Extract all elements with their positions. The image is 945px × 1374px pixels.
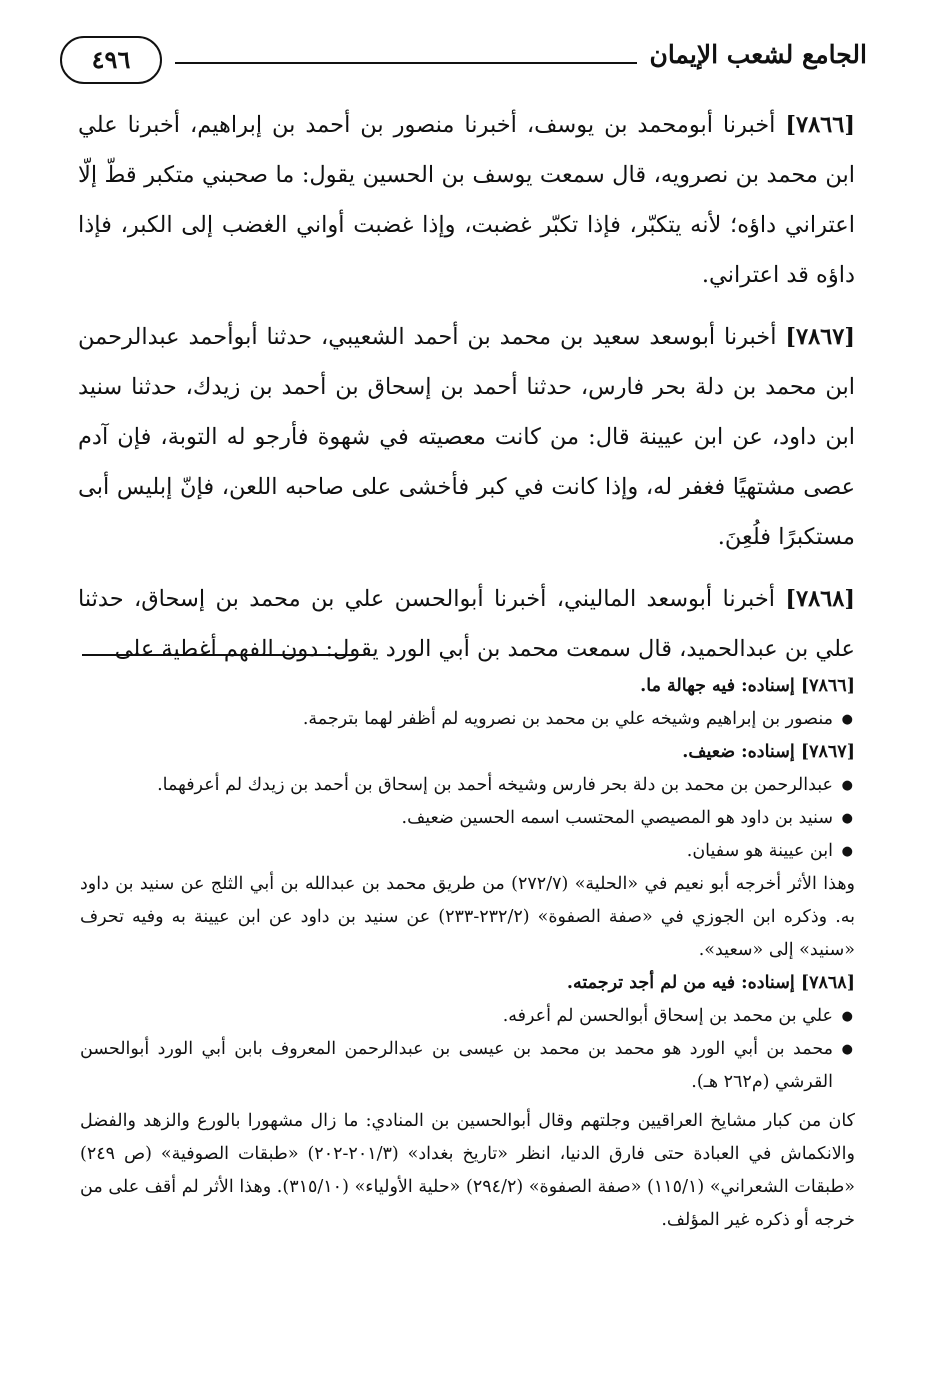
note-text: كان من كبار مشايخ العراقيين وجلتهم وقال أبوالحسين بن المنادي: ما زال مشهورا بالورع والزهد والفضل والانكماش في العبادة حتى فارق الدنيا، انظر «تاريخ بغداد» (٢٠١/٣-٢٠٢) «طبقات الصوفية» (ص ٢٤٩) «طبقات الشعراني» (١١٥/١) «صفة الصفوة» (٢٩٤/٢) «حلية الأولياء» (٣١٥/١٠). وهذا الأثر لم أقف على من خرجه أو ذكره غير المؤلف. [80,1111,855,1230]
note-heading: [٧٨٦٧] إسناده: ضعيف. [682,742,855,762]
note-text: وهذا الأثر أخرجه أبو نعيم في «الحلية» (٢٧٢/٧) من طريق محمد بن عبدالله بن أبي الثلج عن سنيد بن داود به. وذكره ابن الجوزي في «صفة الصفوة» (٢٣٢/٢-٢٣٣) عن سنيد بن داود عن ابن عيينة به وفيه تحرف «سنيد» إلى «سعيد». [80,874,856,960]
page-header [60,32,867,92]
note-heading: [٧٨٦٦] إسناده: فيه جهالة ما. [640,676,855,696]
footnotes [80,670,855,1237]
note-list [80,1000,855,1099]
note-list [80,703,855,736]
note-item: ● عبدالرحمن بن محمد بن دلة بحر فارس وشيخه أحمد بن إسحاق بن أحمد بن زيدك لم أعرفهما. [80,769,833,802]
footnote-separator [82,654,362,656]
header-rule [175,62,637,64]
hadith-number: [٧٨٦٦] [785,112,855,138]
note-list [80,769,855,868]
hadith-number: [٧٨٦٨] [785,586,855,612]
hadith-7867 [78,312,855,562]
hadith-text: أخبرنا أبوسعد سعيد بن محمد بن أحمد الشعيبي، حدثنا أبوأحمد عبدالرحمن ابن محمد بن دلة بحر فارس، حدثنا أحمد بن إسحاق بن أحمد بن زيدك، حدثنا سنيد ابن داود، عن ابن عيينة قال: من كانت معصيته في شهوة فأرجو له التوبة، فإن آدم عصى مشتهيًا فغفر له، وإذا كانت في كبر فأخشى على صاحبه اللعن، فإنّ إبليس أبى مستكبرًا فلُعِنَ. [78,324,855,550]
note-heading: [٧٨٦٨] إسناده: فيه من لم أجد ترجمته. [566,973,855,993]
hadith-7866 [78,100,855,300]
hadith-text: أخبرنا أبوسعد الماليني، أخبرنا أبوالحسن علي بن محمد بن إسحاق، حدثنا علي بن عبدالحميد، قال سمعت محمد بن أبي الورد يقول: دون الفهم أغطية على [78,586,855,662]
note-item: ● ابن عيينة هو سفيان. [80,835,833,868]
note-item: ● منصور بن إبراهيم وشيخه علي بن محمد بن نصرويه لم أظفر لهما بترجمة. [80,703,833,736]
hadith-number: [٧٨٦٧] [785,324,855,350]
note-item: ● علي بن محمد بن إسحاق أبوالحسن لم أعرفه. [80,1000,833,1033]
page-number: ٤٩٦ [60,36,162,84]
running-title: الجامع لشعب الإيمان [649,40,867,69]
note-item: ● سنيد بن داود هو المصيصي المحتسب اسمه الحسين ضعيف. [80,802,833,835]
main-text [78,100,855,686]
hadith-text: أخبرنا أبومحمد بن يوسف، أخبرنا منصور بن أحمد بن إبراهيم، أخبرنا علي ابن محمد بن نصرويه، قال سمعت يوسف بن الحسين يقول: ما صحبني متكبر قطّ إلّا اعتراني داؤه؛ لأنه يتكبّر، فإذا تكبّر غضبت، وإذا غضبت أواني الغضب إلى الكبر، فإذا داؤه قد اعتراني. [78,112,855,288]
note-item: ● محمد بن أبي الورد هو محمد بن محمد بن عيسى بن عبدالرحمن المعروف بابن أبي الورد أبوالحسن القرشي (م٢٦٢ هـ). [80,1033,833,1099]
hadith-7868 [78,574,855,674]
